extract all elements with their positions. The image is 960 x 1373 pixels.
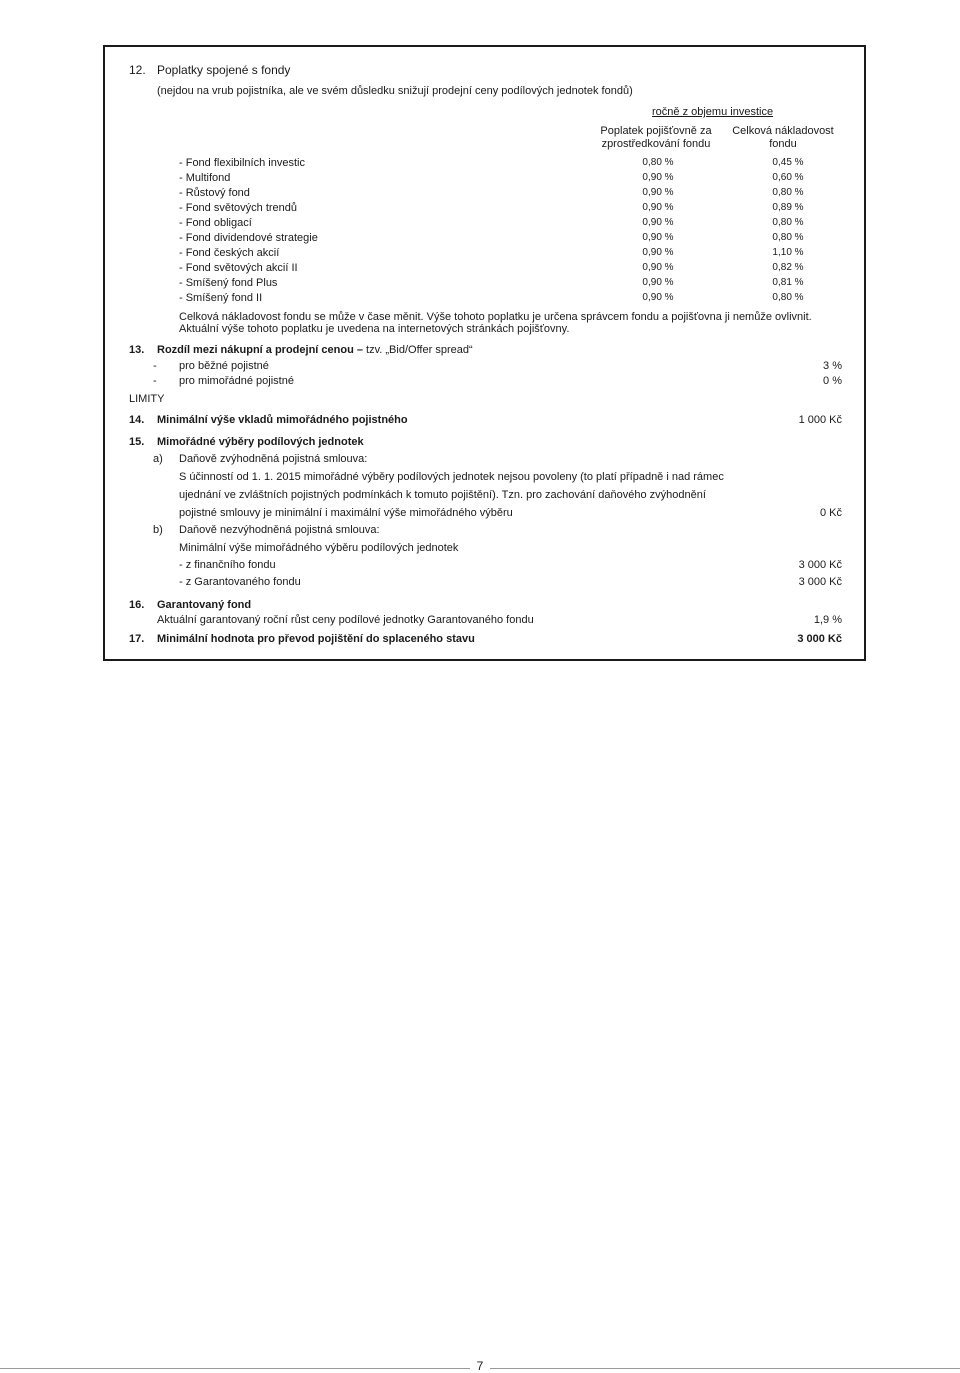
- page-number: 7: [476, 1359, 484, 1373]
- section-16-title: Garantovaný fond: [157, 599, 252, 611]
- section-13-number: 13.: [129, 344, 145, 356]
- subsection-a-value: 0 Kč: [819, 507, 842, 519]
- section-14-number: 14.: [129, 414, 145, 426]
- fund-fee: 0,90 %: [642, 262, 674, 273]
- fund-ter: 0,89 %: [772, 202, 804, 213]
- section-12-note-1: Celková nákladovost fondu se může v čase měnit. Výše tohoto poplatku je určena správcem fondu a pojišťovna ji nemůže ovlivnit.: [179, 311, 812, 323]
- column-header-fee: Poplatek pojišťovně za zprostředkování fondu: [600, 125, 712, 150]
- subsection-b-title: Daňově nezvýhodněná pojistná smlouva:: [179, 524, 380, 536]
- fund-ter: 0,82 %: [772, 262, 804, 273]
- fund-fee: 0,90 %: [642, 232, 674, 243]
- section-16-line: Aktuální garantovaný roční růst ceny podílové jednotky Garantovaného fondu: [157, 614, 534, 626]
- fund-name: - Smíšený fond II: [179, 292, 263, 304]
- fund-name: - Fond flexibilních investic: [179, 157, 305, 169]
- spread-row-value: 0 %: [823, 375, 842, 387]
- fund-row: [0, 292, 960, 306]
- fund-fee: 0,90 %: [642, 277, 674, 288]
- section-16-number: 16.: [129, 599, 145, 611]
- fund-ter: 1,10 %: [772, 247, 804, 258]
- fund-name: - Fond světových akcií II: [179, 262, 298, 274]
- fund-name: - Smíšený fond Plus: [179, 277, 278, 289]
- section-17-number: 17.: [129, 633, 145, 645]
- fund-fee: 0,90 %: [642, 172, 674, 183]
- fund-fee: 0,90 %: [642, 202, 674, 213]
- fund-name: - Růstový fond: [179, 187, 250, 199]
- fund-row: [0, 247, 960, 261]
- fund-name: - Fond světových trendů: [179, 202, 298, 214]
- fund-ter: 0,80 %: [772, 292, 804, 303]
- fund-fee: 0,90 %: [642, 187, 674, 198]
- fund-row: [0, 172, 960, 186]
- section-15-number: 15.: [129, 436, 145, 448]
- subsection-b-line-1: Minimální výše mimořádného výběru podílových jednotek: [179, 542, 459, 554]
- column-header-ter: Celková nákladovost fondu: [732, 125, 834, 150]
- subsection-b-marker: b): [153, 524, 163, 536]
- fund-name: - Multifond: [179, 172, 231, 184]
- fund-row: [0, 202, 960, 216]
- section-17-title: Minimální hodnota pro převod pojištění do splaceného stavu: [157, 633, 475, 645]
- section-13-title-rest: tzv. „Bid/Offer spread“: [366, 344, 473, 356]
- section-12-title: Poplatky spojené s fondy: [157, 63, 291, 77]
- fund-fee: 0,90 %: [642, 292, 674, 303]
- limity-heading: LIMITY: [129, 393, 165, 405]
- fund-ter: 0,80 %: [772, 187, 804, 198]
- fund-fee: 0,90 %: [642, 247, 674, 258]
- fund-row: [0, 262, 960, 276]
- section-12-note-2: Aktuální výše tohoto poplatku je uvedena na internetových stránkách pojišťovny.: [179, 323, 570, 335]
- section-13-heading: [157, 343, 473, 357]
- subsection-a-marker: a): [153, 453, 163, 465]
- fund-fee: 0,90 %: [642, 217, 674, 228]
- fund-row: [0, 232, 960, 246]
- section-13-title: Rozdíl mezi nákupní a prodejní cenou –: [157, 344, 363, 356]
- fund-row: [0, 217, 960, 231]
- section-14-value: 1 000 Kč: [798, 414, 842, 426]
- fund-row: [0, 187, 960, 201]
- section-14-title: Minimální výše vkladů mimořádného pojistného: [157, 414, 408, 426]
- fund-ter: 0,81 %: [772, 277, 804, 288]
- spread-row-dash: -: [153, 375, 157, 387]
- withdrawal-row-label: - z finančního fondu: [179, 559, 276, 571]
- subsection-a-line-1: S účinností od 1. 1. 2015 mimořádné výběry podílových jednotek nejsou povoleny (to platí případně i nad rámec: [179, 471, 724, 483]
- fund-ter: 0,80 %: [772, 217, 804, 228]
- fund-row: [0, 277, 960, 291]
- section-12-number: 12.: [129, 63, 146, 77]
- subsection-a-line-2: ujednání ve zvláštních pojistných podmínkách k tomuto pojištění). Tzn. pro zachování daňového zvýhodnění: [179, 489, 706, 501]
- fund-fee: 0,80 %: [642, 157, 674, 168]
- annual-header: ročně z objemu investice: [652, 106, 774, 118]
- section-12-subtitle: (nejdou na vrub pojistníka, ale ve svém důsledku snižují prodejní ceny podílových jednotek fondů): [157, 85, 633, 97]
- withdrawal-row-label: - z Garantovaného fondu: [179, 576, 301, 588]
- fund-name: - Fond dividendové strategie: [179, 232, 318, 244]
- section-15-title: Mimořádné výběry podílových jednotek: [157, 436, 364, 448]
- fund-row: [0, 157, 960, 171]
- section-16-value: 1,9 %: [813, 614, 842, 626]
- fund-name: - Fond obligací: [179, 217, 252, 229]
- subsection-a-title: Daňově zvýhodněná pojistná smlouva:: [179, 453, 368, 465]
- spread-row-dash: -: [153, 360, 157, 372]
- spread-row-label: pro běžné pojistné: [179, 360, 269, 372]
- spread-row-value: 3 %: [823, 360, 842, 372]
- fund-ter: 0,45 %: [772, 157, 804, 168]
- subsection-a-line-3: pojistné smlouvy je minimální i maximální výše mimořádného výběru: [179, 507, 513, 519]
- fund-name: - Fond českých akcií: [179, 247, 280, 259]
- withdrawal-row-value: 3 000 Kč: [798, 576, 842, 588]
- withdrawal-row-value: 3 000 Kč: [798, 559, 842, 571]
- fund-ter: 0,60 %: [772, 172, 804, 183]
- fund-ter: 0,80 %: [772, 232, 804, 243]
- section-17-value: 3 000 Kč: [797, 633, 842, 645]
- spread-row-label: pro mimořádné pojistné: [179, 375, 294, 387]
